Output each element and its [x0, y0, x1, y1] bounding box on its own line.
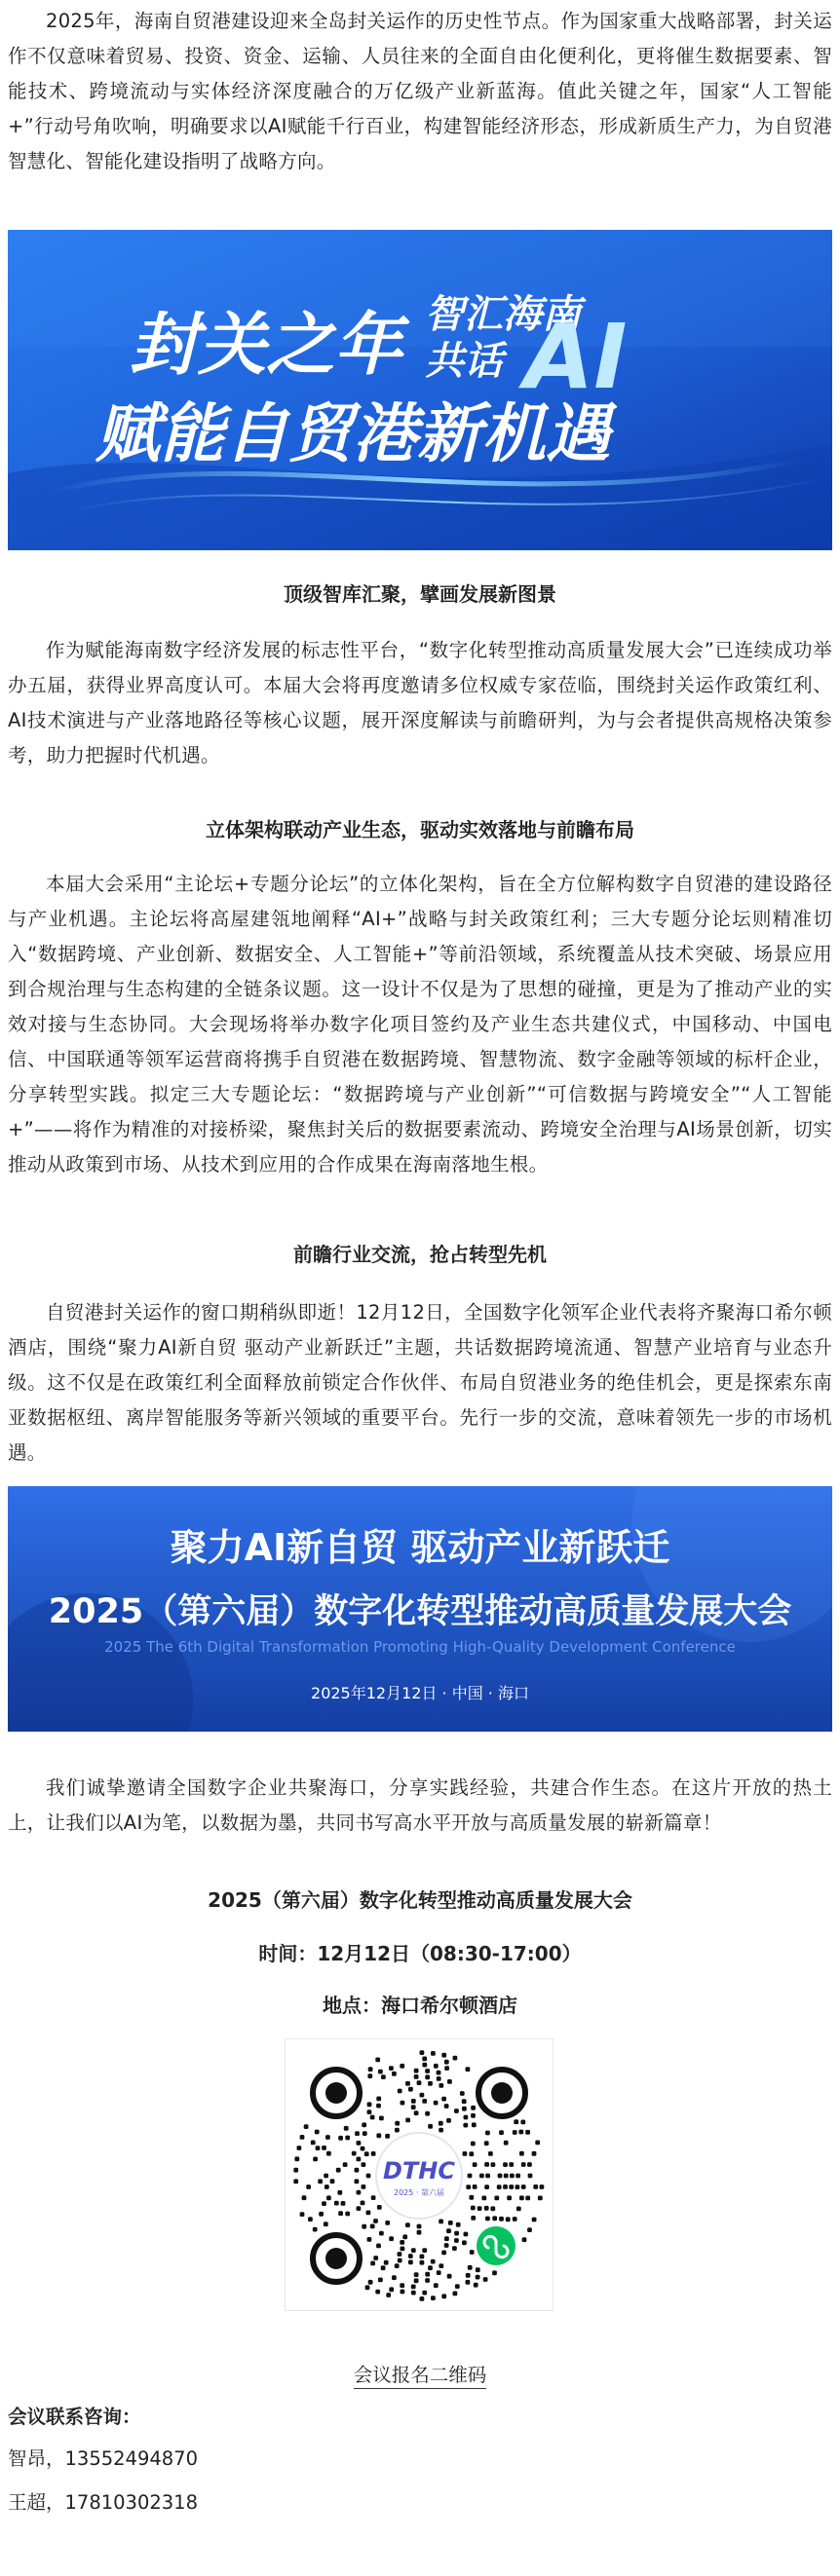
banner-2-title-2: 2025（第六届）数字化转型推动高质量发展大会 [48, 1592, 792, 1631]
qr-module [401, 2247, 405, 2252]
qr-module [479, 2174, 484, 2179]
qr-module [398, 2089, 402, 2094]
qr-module [364, 2151, 369, 2156]
qr-module [401, 2101, 405, 2106]
qr-module [345, 2212, 350, 2217]
banner-image-2 [8, 1486, 832, 1732]
qr-module [368, 2280, 373, 2285]
qr-module [507, 2195, 512, 2200]
qr-module [494, 2196, 499, 2201]
qr-module [367, 2073, 372, 2078]
qr-module [466, 2273, 471, 2278]
qr-module [422, 2063, 427, 2068]
qr-module [437, 2270, 441, 2275]
qr-module [462, 2240, 467, 2245]
qr-module [471, 2216, 476, 2221]
qr-module [385, 2134, 390, 2139]
qr-module [330, 2179, 335, 2184]
qr-module [392, 2072, 397, 2076]
qr-module [490, 2206, 495, 2211]
qr-module [414, 2278, 419, 2283]
banner-1-line3: 赋能自贸港新机遇 [95, 396, 610, 471]
qr-module [376, 2097, 381, 2102]
qr-module [300, 2135, 305, 2140]
qr-module [300, 2212, 305, 2217]
qr-module [515, 2174, 520, 2179]
contact-person-1: 智昂，13552494870 [8, 2447, 198, 2470]
qr-module [420, 2093, 425, 2098]
qr-module [506, 2217, 511, 2221]
qr-module [464, 2232, 469, 2237]
banner-1-graphic [8, 230, 832, 550]
qr-module [395, 2121, 400, 2126]
qr-module [498, 2174, 503, 2179]
qr-module [466, 2280, 471, 2285]
intro-paragraph: 2025年，海南自贸港建设迎来全岛封关运作的历史性节点。作为国家重大战略部署，封关运作不仅意味着贸易、投资、资金、运输、人员往来的全面自由化便利化，更将催生数据要素、智能技术、跨境流动与实体经济深度融合的万亿级产业新蓝海。值此关键之年，国家“人工智能+”行动号角吹响，明确要求以AI赋能千行百业，构建智能经济形态，形成新质生产力，为自贸港智慧化、智能化建设指明了战略方向。 [8, 10, 832, 172]
qr-module [352, 2151, 357, 2156]
qr-module [361, 2201, 365, 2206]
qr-module [485, 2131, 490, 2136]
qr-module [411, 2248, 416, 2253]
qr-module [499, 2217, 504, 2221]
qr-module [322, 2146, 326, 2150]
qr-module [463, 2123, 468, 2128]
qr-module [515, 2184, 520, 2189]
qr-module [492, 2270, 497, 2275]
qr-finder-center [325, 2082, 347, 2104]
qr-module [428, 2124, 433, 2129]
qr-caption [0, 2361, 840, 2390]
qr-module [408, 2254, 413, 2259]
qr-module [483, 2277, 488, 2282]
qr-module [518, 2130, 523, 2135]
qr-module [521, 2184, 526, 2189]
qr-module [519, 2151, 524, 2156]
qr-module [417, 2230, 422, 2235]
qr-module [370, 2224, 375, 2229]
qr-logo-sub: 2025 · 第六届 [394, 2188, 444, 2197]
qr-module [361, 2147, 365, 2151]
qr-module [389, 2236, 394, 2241]
qr-module [420, 2050, 425, 2055]
qr-module [452, 2246, 457, 2251]
qr-module [400, 2240, 404, 2245]
qr-module [516, 2207, 521, 2212]
qr-module [439, 2263, 443, 2268]
qr-module [395, 2263, 400, 2268]
qr-module [485, 2174, 490, 2179]
qr-module [324, 2174, 328, 2179]
qr-module [528, 2174, 533, 2179]
banner-2-title-1: 聚力AI新自贸 驱动产业新跃迁 [170, 1526, 670, 1569]
qr-module [405, 2222, 410, 2227]
section-3-heading: 前瞻行业交流，抢占转型先机 [293, 1243, 547, 1266]
qr-module [367, 2102, 372, 2107]
banner-2-subtitle-en: 2025 The 6th Digital Transformation Promoting High-Quality Development Conference [104, 1638, 736, 1656]
qr-module [368, 2067, 373, 2072]
qr-module [431, 2259, 436, 2264]
qr-module [468, 2265, 473, 2270]
qr-module [532, 2151, 537, 2156]
qr-module [485, 2217, 490, 2221]
qr-module [460, 2091, 465, 2096]
qr-module [488, 2151, 493, 2156]
qr-module [366, 2174, 371, 2179]
qr-module [431, 2296, 436, 2300]
qr-module [420, 2255, 425, 2259]
qr-module [521, 2162, 526, 2167]
qr-module [389, 2287, 394, 2292]
qr-module [378, 2278, 383, 2283]
qr-module [484, 2162, 489, 2167]
qr-module [527, 2162, 532, 2167]
qr-module [293, 2179, 298, 2184]
qr-module [420, 2296, 425, 2301]
qr-module [532, 2218, 537, 2222]
qr-module [371, 2195, 376, 2200]
banner-2-graphic [8, 1486, 832, 1732]
qr-module [414, 2074, 419, 2079]
qr-module [499, 2130, 504, 2135]
qr-module [428, 2265, 433, 2270]
qr-module [466, 2067, 471, 2072]
qr-module [509, 2162, 514, 2167]
qr-module [422, 2099, 427, 2104]
qr-module [408, 2259, 413, 2264]
qr-module [472, 2122, 477, 2127]
qr-module [471, 2113, 476, 2118]
event-time: 时间：12月12日（08:30-17:00） [258, 1942, 582, 1965]
qr-module [463, 2151, 468, 2156]
qr-module [504, 2174, 509, 2179]
qr-module [357, 2141, 362, 2146]
qr-module [462, 2099, 467, 2104]
qr-module [376, 2133, 381, 2138]
qr-module [455, 2284, 460, 2289]
qr-module [362, 2224, 366, 2229]
section-2-heading: 立体架构联动产业生态，驱动实效落地与前瞻布局 [206, 818, 634, 841]
qr-module [434, 2283, 439, 2288]
qr-module [417, 2080, 422, 2085]
qr-module [379, 2116, 384, 2121]
qr-module [362, 2162, 366, 2167]
qr-module [318, 2179, 323, 2184]
qr-module [425, 2272, 430, 2277]
qr-module [471, 2206, 476, 2211]
qr-module [510, 2174, 515, 2179]
qr-module [384, 2260, 389, 2265]
qr-module [473, 2184, 477, 2189]
qr-module [362, 2184, 366, 2189]
qr-module [315, 2130, 320, 2135]
qr-module [326, 2151, 331, 2156]
section-3-paragraph: 自贸港封关运作的窗口期稍纵即逝！12月12日，全国数字化领军企业代表将齐聚海口希尔顿酒店，围绕“聚力AI新自贸 驱动产业新跃迁”主题，共话数据跨境流通、智慧产业培育与业态升级。这不仅是在政策红利全面释放前锁定合作伙伴、布局自贸港业务的绝佳机会，更是探索东南亚数据枢纽、离岸智能服务等新兴领域的重要平台。先行一步的交流，意味着领先一步的市场机遇。 [8, 1301, 832, 1464]
qr-module [439, 2083, 443, 2088]
qr-module [466, 2184, 471, 2189]
qr-module [334, 2201, 339, 2206]
qr-module [476, 2267, 480, 2272]
qr-module [437, 2071, 441, 2075]
qr-module [306, 2184, 311, 2189]
qr-module [522, 2237, 527, 2242]
qr-module [425, 2278, 430, 2283]
qr-module [446, 2228, 451, 2233]
qr-module [367, 2109, 372, 2114]
qr-module [422, 2291, 427, 2296]
qr-module [462, 2107, 467, 2111]
qr-module [316, 2146, 321, 2150]
qr-module [411, 2285, 416, 2290]
qr-module [444, 2104, 449, 2109]
qr-module [366, 2211, 371, 2216]
event-name: 2025（第六届）数字化转型推动高质量发展大会 [208, 1888, 632, 1912]
qr-module [474, 2283, 478, 2288]
qr-module [375, 2290, 380, 2295]
qr-module [454, 2238, 459, 2243]
qr-module [308, 2217, 313, 2221]
qr-module [437, 2076, 441, 2081]
banner-1-line1: 封关之年 [130, 305, 402, 385]
qr-module [414, 2110, 419, 2115]
qr-module [345, 2136, 350, 2141]
qr-module [484, 2141, 489, 2146]
qr-module [470, 2250, 475, 2255]
qr-module [365, 2285, 370, 2290]
qr-module [304, 2124, 309, 2129]
qr-module [379, 2231, 384, 2236]
qr-module [376, 2244, 381, 2249]
qr-module [422, 2248, 427, 2253]
qr-module [456, 2222, 461, 2227]
qr-module [525, 2130, 530, 2135]
qr-module [538, 2196, 543, 2201]
qr-module [373, 2219, 378, 2223]
qr-module [375, 2058, 380, 2063]
qr-module [370, 2115, 375, 2120]
qr-module [381, 2074, 386, 2079]
qr-module [428, 2081, 433, 2086]
qr-module [400, 2064, 404, 2069]
qr-module [535, 2141, 540, 2146]
qr-module [408, 2087, 413, 2092]
qr-module [441, 2251, 446, 2256]
qr-module [464, 2115, 469, 2120]
qr-module [405, 2118, 410, 2123]
qr-module [371, 2151, 376, 2156]
banner-2-date-place: 2025年12月12日 · 中国 · 海口 [311, 1684, 529, 1702]
qr-module [468, 2174, 473, 2179]
contact-title: 会议联系咨询： [8, 2406, 141, 2428]
qr-module [484, 2206, 489, 2211]
section-2-paragraph: 本届大会采用“主论坛+专题分论坛”的立体化架构，旨在全方位解构数字自贸港的建设路径与产业机遇。主论坛将高屋建瓴地阐释“AI+”战略与封关政策红利；三大专题分论坛则精准切入“数据跨境、产业创新、数据安全、人工智能+”等前沿领域，系统覆盖从技术突破、场景应用到合规治理与生态构建的全链条议题。这一设计不仅是为了思想的碰撞，更是为了推动产业的实效对接与生态协同。大会现场将举办数字化项目签约及产业生态共建仪式，中国移动、中国电信、中国联通等领军运营商将携手自贸港在数据跨境、智慧物流、数字金融等领域的标杆企业，分享转型实践。拟定三大专题论坛：“数据跨境与产业创新”“可信数据与跨境安全”“人工智能+”——将作为精准的对接桥梁，聚焦封关后的数据要素流动、跨境安全治理与AI场景创新，切实推动从政策到市场、从技术到应用的合作成果在海南落地生根。 [8, 873, 832, 1176]
qr-module [481, 2196, 486, 2201]
qr-module [491, 2162, 496, 2167]
qr-module [319, 2212, 324, 2217]
qr-module [357, 2190, 362, 2195]
qr-module [422, 2057, 427, 2062]
qr-module [355, 2131, 360, 2136]
qr-module [444, 2060, 449, 2065]
qr-module [519, 2195, 524, 2200]
qr-module [469, 2195, 474, 2200]
qr-module [373, 2256, 378, 2260]
invite-paragraph: 我们诚挚邀请全国数字企业共聚海口，分享实践经验，共建合作生态。在这片开放的热土上，让我们以AI为笔，以数据为墨，共同书写高水平开放与高质量发展的崭新篇章！ [8, 1776, 832, 1834]
registration-qr-code[interactable] [285, 2038, 554, 2311]
qr-module [357, 2206, 362, 2211]
qr-module [444, 2236, 449, 2241]
qr-module [293, 2168, 298, 2173]
qr-module [343, 2162, 348, 2167]
qr-module [297, 2146, 302, 2150]
qr-module [313, 2227, 318, 2232]
qr-module [370, 2261, 375, 2266]
qr-module [476, 2275, 480, 2280]
contact-person-2: 王超，17810302318 [8, 2491, 198, 2514]
qr-code-graphic [286, 2039, 553, 2310]
qr-module [469, 2151, 474, 2156]
qr-module [337, 2190, 342, 2195]
qr-module [434, 2101, 439, 2106]
qr-module [344, 2126, 349, 2131]
qr-module [439, 2220, 443, 2224]
qr-module [294, 2156, 299, 2161]
qr-module [509, 2184, 514, 2189]
qr-module [367, 2237, 372, 2242]
section-1-paragraph: 作为赋能海南数字经济发展的标志性平台，“数字化转型推动高质量发展大会”已连续成功举办五届，获得业界高度认可。本届大会将再度邀请多位权威专家莅临，围绕封关运作政策红利、AI技术演进与产业落地路径等核心议题，展开深度解读与前瞻研判，为与会者提供高规格决策参考，助力把握时代机遇。 [8, 639, 832, 766]
qr-module [398, 2259, 402, 2263]
qr-module [402, 2234, 407, 2239]
qr-module [411, 2291, 416, 2296]
qr-module [363, 2131, 367, 2136]
qr-module [336, 2168, 341, 2173]
qr-module [405, 2081, 410, 2086]
qr-module [395, 2128, 400, 2133]
event-place: 地点：海口希尔顿酒店 [323, 1994, 517, 2017]
qr-module [411, 2099, 416, 2104]
qr-module [326, 2195, 331, 2200]
qr-module [325, 2135, 330, 2140]
section-1-heading: 顶级智库汇聚，擘画发展新图景 [284, 582, 556, 606]
qr-module [446, 2118, 451, 2123]
qr-module [414, 2272, 419, 2277]
qr-module [322, 2201, 326, 2206]
qr-module [411, 2105, 416, 2109]
qr-module [497, 2184, 502, 2189]
qr-module [414, 2069, 419, 2073]
qr-module [434, 2064, 439, 2069]
banner-1-line2b: 共话 [425, 339, 503, 384]
qr-module [425, 2074, 430, 2079]
qr-module [378, 2070, 383, 2074]
banner-1-line2c: AI [524, 305, 628, 409]
qr-module [385, 2221, 390, 2225]
qr-module [381, 2265, 386, 2270]
qr-module [425, 2069, 430, 2073]
qr-module [492, 2216, 497, 2221]
qr-module [398, 2252, 402, 2257]
qr-module [400, 2283, 404, 2288]
qr-module [520, 2120, 525, 2125]
qr-module [425, 2111, 430, 2116]
qr-module [525, 2196, 530, 2201]
qr-module [302, 2195, 307, 2200]
qr-module [514, 2119, 518, 2124]
qr-module [444, 2243, 449, 2248]
qr-module [454, 2231, 459, 2236]
qr-module [484, 2184, 489, 2189]
qr-module [417, 2224, 422, 2229]
qr-module [420, 2260, 425, 2265]
qr-module [513, 2217, 517, 2221]
qr-module [471, 2142, 476, 2147]
qr-module [386, 2293, 391, 2297]
qr-module [513, 2130, 517, 2135]
qr-module [338, 2211, 343, 2216]
qr-module [504, 2141, 509, 2146]
qr-module [338, 2136, 343, 2141]
qr-module [355, 2168, 360, 2173]
qr-finder-center [325, 2248, 347, 2269]
qr-module [471, 2106, 476, 2110]
qr-module [377, 2205, 382, 2210]
qr-module [533, 2184, 538, 2189]
qr-module [324, 2221, 328, 2226]
qr-caption-text: 会议报名二维码 [354, 2364, 487, 2389]
qr-module [431, 2051, 436, 2056]
qr-module [355, 2179, 360, 2184]
qr-module [441, 2294, 446, 2298]
qr-module [325, 2184, 329, 2189]
qr-module [311, 2141, 316, 2146]
qr-module [447, 2079, 452, 2084]
qr-module [473, 2162, 477, 2167]
qr-module [389, 2066, 394, 2071]
qr-module [453, 2292, 458, 2296]
mini-program-icon [477, 2226, 515, 2265]
qr-module [441, 2097, 446, 2102]
qr-module [503, 2184, 508, 2189]
qr-module [448, 2221, 453, 2225]
qr-module [527, 2227, 532, 2232]
qr-module [439, 2128, 443, 2133]
qr-module [453, 2056, 458, 2061]
qr-module [454, 2109, 459, 2113]
qr-module [313, 2157, 318, 2162]
banner-image-1 [8, 230, 832, 550]
qr-finder-center [491, 2082, 513, 2104]
qr-module [503, 2162, 508, 2167]
qr-module [540, 2184, 545, 2189]
qr-module [392, 2275, 397, 2280]
qr-module [401, 2290, 405, 2295]
qr-module [357, 2157, 362, 2162]
qr-module [447, 2274, 452, 2279]
qr-module [439, 2121, 443, 2126]
banner-1-line2a: 智汇海南 [425, 292, 581, 337]
qr-logo-text: DTHC [383, 2157, 455, 2184]
qr-module [477, 2206, 482, 2211]
qr-module [444, 2066, 449, 2071]
qr-module [376, 2104, 381, 2109]
qr-module [362, 2122, 366, 2127]
qr-module [441, 2053, 446, 2058]
qr-module [341, 2201, 346, 2206]
